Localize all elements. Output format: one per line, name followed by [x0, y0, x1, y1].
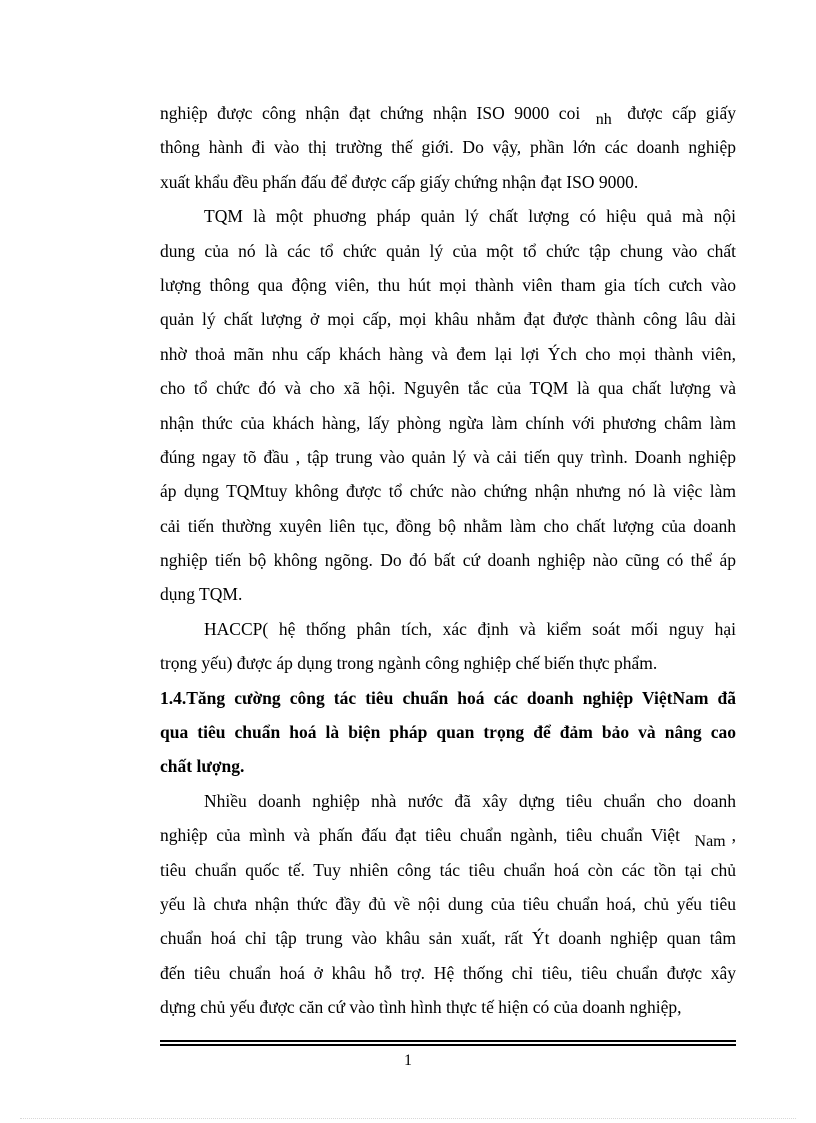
- text-line: áp dụng TQMtuy không được tổ chức nào chứng nhận nhưng nó là việc làm: [160, 481, 736, 502]
- text-line: [160, 96, 736, 130]
- text-line: dụng TQM.: [160, 584, 243, 605]
- text-line: dựng chủ yếu được căn cứ vào tình hình thực tế hiện có của doanh nghiệp,: [160, 997, 682, 1018]
- text-line: xuất khẩu đều phấn đấu để được cấp giấy chứng nhận đạt ISO 9000.: [160, 171, 639, 192]
- text-line: thông hành đi vào thị trường thế giới. Do vậy, phần lớn các doanh nghiệp: [160, 137, 736, 158]
- text-line: cải tiến thường xuyên liên tục, đồng bộ nhằm làm cho chất lượng của doanh: [160, 515, 736, 536]
- line-text: được cấp giấy: [617, 103, 737, 123]
- text-line: nhận thức của khách hàng, lấy phòng ngừa làm chính với phương châm làm: [160, 412, 736, 433]
- line-text: nghiệp được công nhận đạt chứng nhận ISO 9000 coi: [160, 103, 590, 123]
- text-line: dung của nó là các tổ chức quản lý của một tổ chức tập chung vào chất: [160, 240, 736, 261]
- text-line: quản lý chất lượng ở mọi cấp, mọi khâu nhằm đạt được thành công lâu dài: [160, 309, 736, 330]
- text-line: trọng yếu) được áp dụng trong ngành công nghiệp chế biến thực phẩm.: [160, 653, 658, 674]
- text-line: nghiệp tiến bộ không ngõng. Do đó bất cứ doanh nghiệp nào cũng có thể áp: [160, 550, 736, 571]
- text-line: đúng ngay tõ đầu , tập trung vào quản lý và cải tiến quy trình. Doanh nghiệp: [160, 446, 736, 467]
- subscript-text: Nam: [694, 833, 726, 851]
- page-number: 1: [404, 1052, 412, 1069]
- text-line: Nhiều doanh nghiệp nhà nước đã xây dựng tiêu chuẩn cho doanh: [204, 790, 736, 811]
- page-edge: [20, 1118, 796, 1119]
- text-line: đến tiêu chuẩn hoá ở khâu hỗ trợ. Hệ thống chỉ tiêu, tiêu chuẩn được xây: [160, 962, 736, 983]
- subscript-text: nh: [595, 111, 612, 128]
- text-line: TQM là một phuơng pháp quản lý chất lượng có hiệu quả mà nội: [204, 206, 736, 227]
- text-line: HACCP( hệ thống phân tích, xác định và kiểm soát mối nguy hại: [204, 618, 736, 639]
- line-text: ,: [731, 825, 736, 846]
- text-line: cho tổ chức đó và cho xã hội. Nguyên tắc của TQM là qua chất lượng và: [160, 378, 736, 399]
- text-line: tiêu chuẩn quốc tế. Tuy nhiên công tác tiêu chuẩn hoá còn các tồn tại chủ: [160, 859, 736, 880]
- text-line: chất lượng.: [160, 756, 245, 777]
- text-line: yếu là chưa nhận thức đầy đủ về nội dung của tiêu chuẩn hoá, chủ yếu tiêu: [160, 893, 736, 914]
- text-line: nhờ thoả mãn nhu cấp khách hàng và đem lại lợi Ých cho mọi thành viên,: [160, 343, 736, 364]
- text-line: 1.4.Tăng cường công tác tiêu chuẩn hoá các doanh nghiệp ViệtNam đã: [160, 687, 736, 708]
- text-line: qua tiêu chuẩn hoá là biện pháp quan trọng để đảm bảo và nâng cao: [160, 722, 736, 743]
- body-text: [160, 96, 736, 1025]
- text-line: [160, 818, 736, 852]
- line-text: nghiệp của mình và phấn đấu đạt tiêu chuẩn ngành, tiêu chuẩn Việt: [160, 825, 689, 846]
- footer-rule: [160, 1040, 736, 1046]
- text-line: lượng thông qua động viên, thu hút mọi thành viên tham gia tích cưch vào: [160, 274, 736, 295]
- text-line: chuẩn hoá chỉ tập trung vào khâu sản xuất, rất Ýt doanh nghiệp quan tâm: [160, 928, 736, 949]
